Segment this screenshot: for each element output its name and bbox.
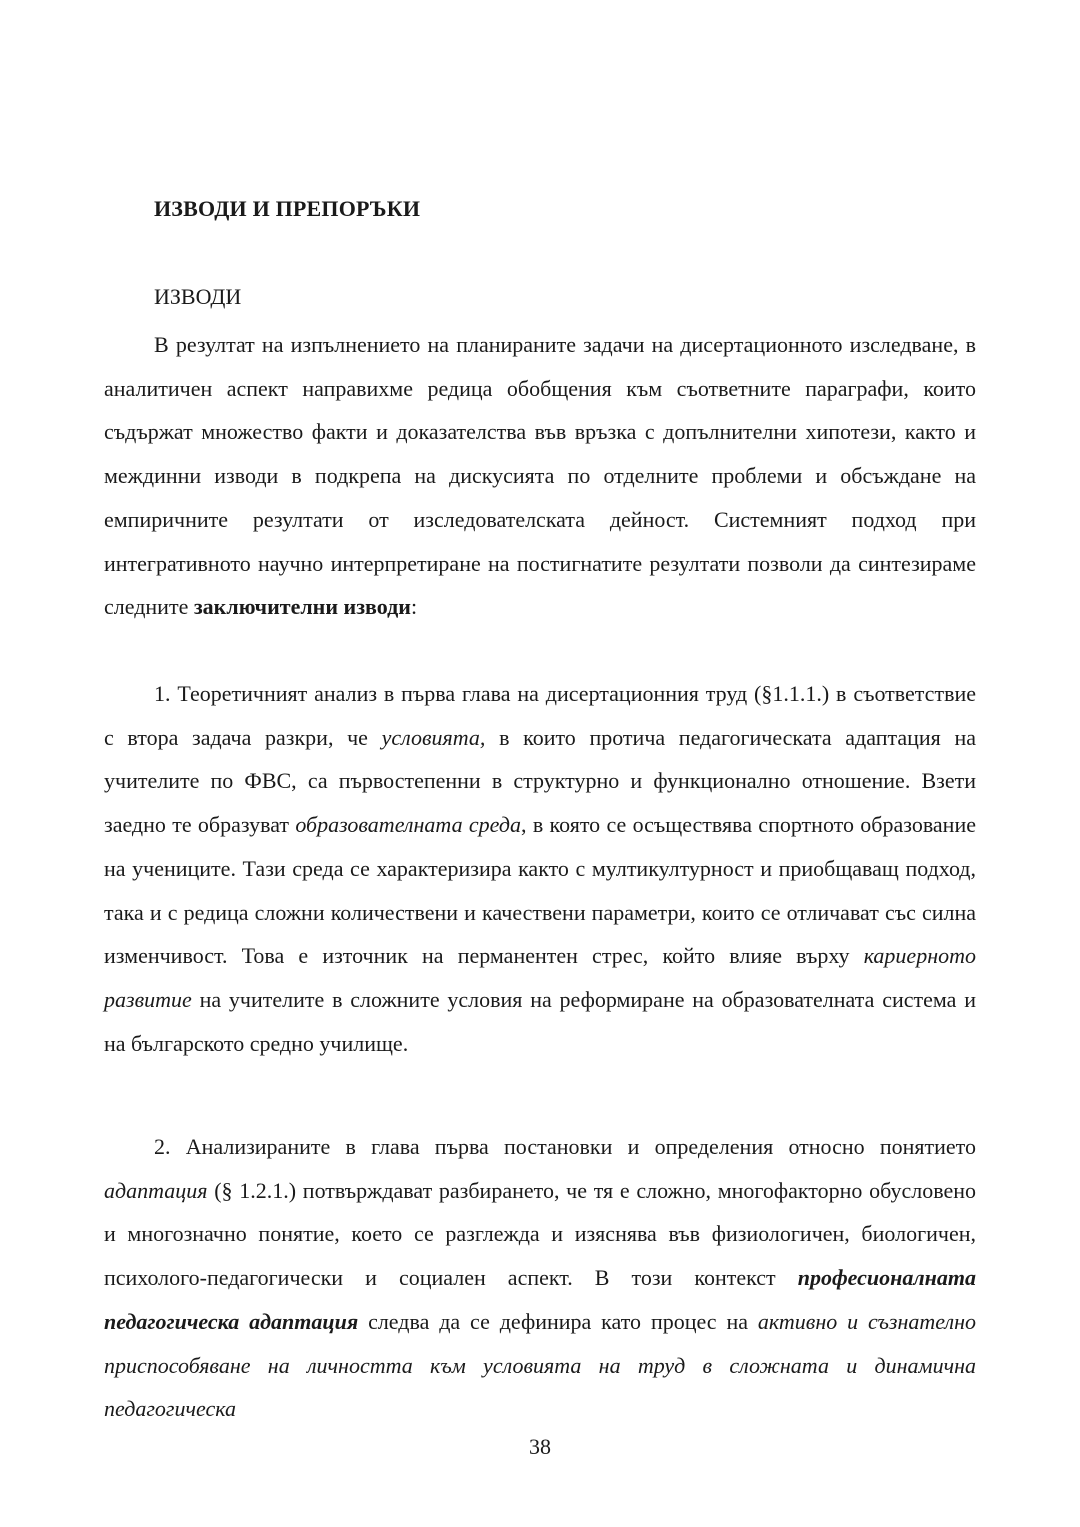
paragraph-conclusion-2 [104, 1125, 976, 1431]
italic-phrase: активно и съзнателно приспособяване на личността към условията на труд в сложната и динамична педагогическа [104, 1308, 976, 1422]
bold-phrase: заключителни изводи [193, 594, 411, 620]
italic-phrase: кариерното развитие [104, 943, 976, 1012]
section-heading: ИЗВОДИ [154, 284, 242, 309]
paragraph-text: 1. Теоретичният анализ в първа глава на дисертационния труд (§1.1.1.) в съответствие с втора задача разкри, че [104, 681, 976, 750]
italic-phrase: условията, [381, 724, 486, 750]
paragraph-text: В резултат на изпълнението на планираните задачи на дисертационното изследване, в аналитичен аспект направихме редица обобщения към съответните параграфи, които съдържат множество факти и доказателства във връзка с допълнителни хипотези, както и междинни изводи в подкрепа на дискусията по отделните проблеми и обсъждане на емпиричните резултати от изследователската дейност. Системният подход при интегративното научно интерпретиране на постигнатите резултати позволи да синтезираме следните [104, 332, 976, 620]
page-number: 38 [529, 1434, 551, 1459]
paragraph-text: : [410, 594, 418, 620]
main-heading: ИЗВОДИ И ПРЕПОРЪКИ [154, 196, 421, 221]
bold-italic-phrase: професионалната педагогическа адаптация [104, 1265, 976, 1334]
paragraph-text: 2. Анализираните в глава първа постановки и определения относно понятието [154, 1134, 976, 1159]
italic-phrase: образователната среда [295, 812, 522, 838]
paragraph-intro [104, 323, 976, 629]
paragraph-text: на учителите в сложните условия на реформиране на образователната система и на българското средно училище. [104, 986, 976, 1056]
paragraph-text: (§ 1.2.1.) потвърждават разбирането, че тя е сложно, многофакторно обусловено и многозначно понятие, което се разглежда и изяснява във физиологичен, биологичен, психолого-педагогически и социален аспект. В този контекст [104, 1177, 976, 1291]
paragraph-text: , в която се осъществява спортното образование на учениците. Тази среда се характеризира както с мултикултурност и приобщаващ подход, така и с редица сложни количествени и качествени параметри, които се отличават със силна изменчивост. Това е източник на перманентен стрес, който влияе върху [104, 812, 976, 969]
paragraph-conclusion-1 [104, 672, 976, 1065]
paragraph-text: следва да се дефинира като процес на [358, 1308, 758, 1334]
paragraph-text: в които протича педагогическата адаптация на учителите по ФВС, са първостепенни в структурно и функционално отношение. Взети заедно те образуват [104, 724, 976, 838]
italic-phrase: адаптация [104, 1177, 208, 1203]
